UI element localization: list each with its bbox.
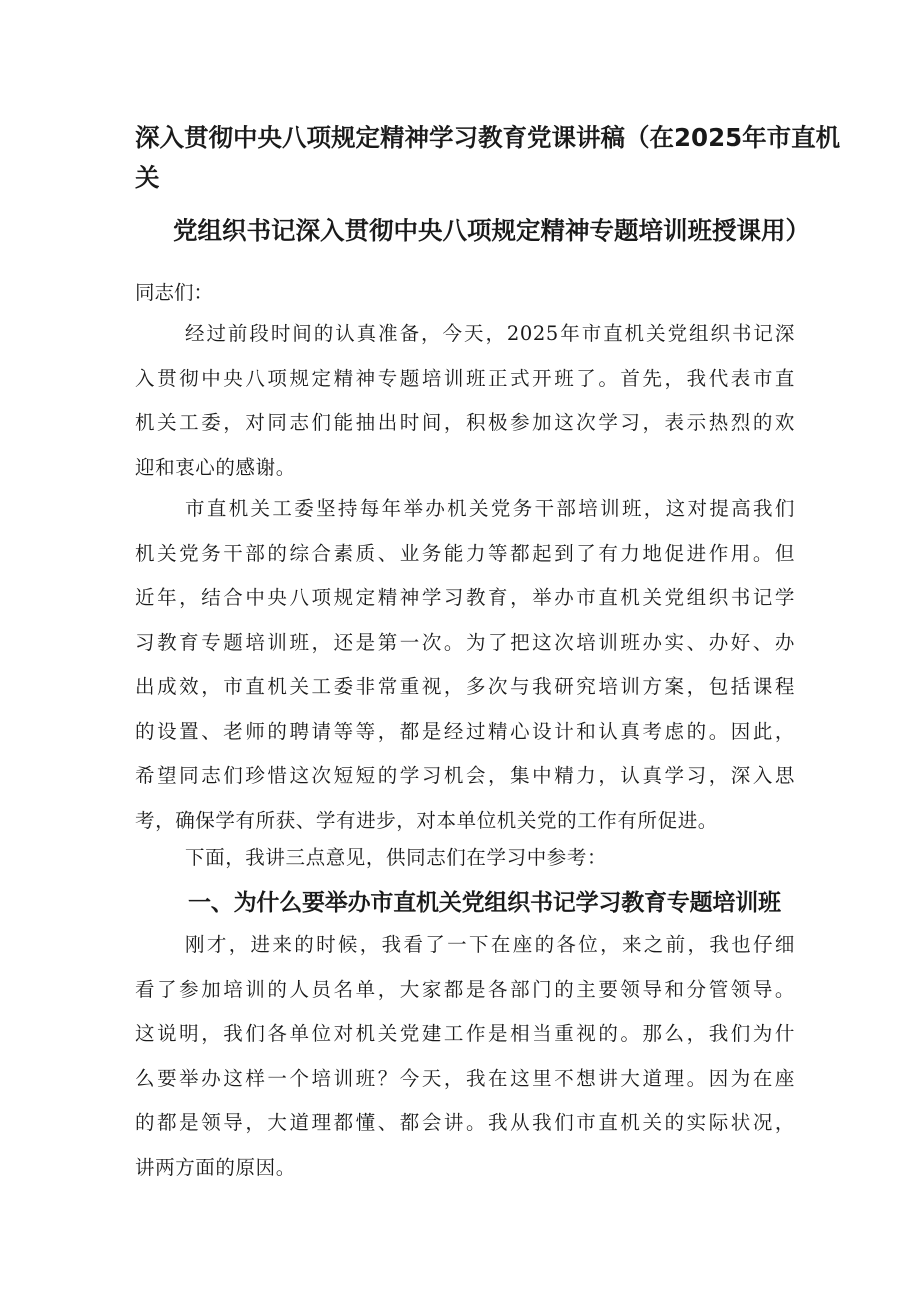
document-title-line-1: 深入贯彻中央八项规定精神学习教育党课讲稿（在2025年市直机	[135, 123, 841, 152]
paragraph-line: 出成效，市直机关工委非常重视，多次与我研究培训方案，包括课程	[135, 675, 795, 698]
paragraph-line: 近年，结合中央八项规定精神学习教育，举办市直机关党组织书记学	[135, 586, 795, 609]
paragraph-line: 市直机关工委坚持每年举办机关党务干部培训班，这对提高我们	[185, 497, 795, 520]
paragraph-line: 讲两方面的原因。	[135, 1155, 296, 1179]
paragraph-line: 么要举办这样一个培训班？今天，我在这里不想讲大道理。因为在座	[135, 1066, 795, 1090]
paragraph-line: 希望同志们珍惜这次短短的学习机会，集中精力，认真学习，深入思	[135, 764, 795, 787]
paragraph-line: 机关工委，对同志们能抽出时间，积极参加这次学习，表示热烈的欢	[135, 411, 795, 434]
salutation: 同志们：	[135, 281, 214, 304]
paragraph-line: 经过前段时间的认真准备，今天，2025年市直机关党组织书记深	[185, 322, 795, 345]
paragraph-line: 的设置、老师的聘请等等，都是经过精心设计和认真考虑的。因此，	[135, 719, 795, 743]
paragraph-line: 的都是领导，大道理都懂、都会讲。我从我们市直机关的实际状况，	[135, 1111, 795, 1134]
paragraph-line: 看了参加培训的人员名单，大家都是各部门的主要领导和分管领导。	[135, 977, 795, 1001]
paragraph-line: 这说明，我们各单位对机关党建工作是相当重视的。那么，我们为什	[135, 1022, 795, 1045]
paragraph-line: 入贯彻中央八项规定精神专题培训班正式开班了。首先，我代表市直	[135, 366, 795, 390]
paragraph-line: 考，确保学有所获、学有进步，对本单位机关党的工作有所促进。	[135, 808, 718, 832]
paragraph-line: 机关党务干部的综合素质、业务能力等都起到了有力地促进作用。但	[135, 541, 795, 565]
paragraph-line: 刚才，进来的时候，我看了一下在座的各位，来之前，我也仔细	[185, 933, 795, 956]
paragraph-outline-intro	[135, 836, 795, 881]
paragraph-line: 迎和衷心的感谢。	[135, 455, 296, 479]
paragraph-line: 习教育专题培训班，还是第一次。为了把这次培训班办实、办好、办	[135, 630, 795, 654]
document-title-line-1-continued: 关	[135, 163, 160, 192]
section-heading-1: 一、为什么要举办市直机关党组织书记学习教育专题培训班	[188, 890, 781, 916]
paragraph-training-background	[135, 487, 795, 843]
paragraph-line: 下面，我讲三点意见，供同志们在学习中参考：	[185, 846, 608, 869]
document-title-line-2: 党组织书记深入贯彻中央八项规定精神专题培训班授课用）	[173, 216, 810, 245]
paragraph-section-1	[135, 923, 795, 1190]
paragraph-opening	[135, 312, 795, 490]
